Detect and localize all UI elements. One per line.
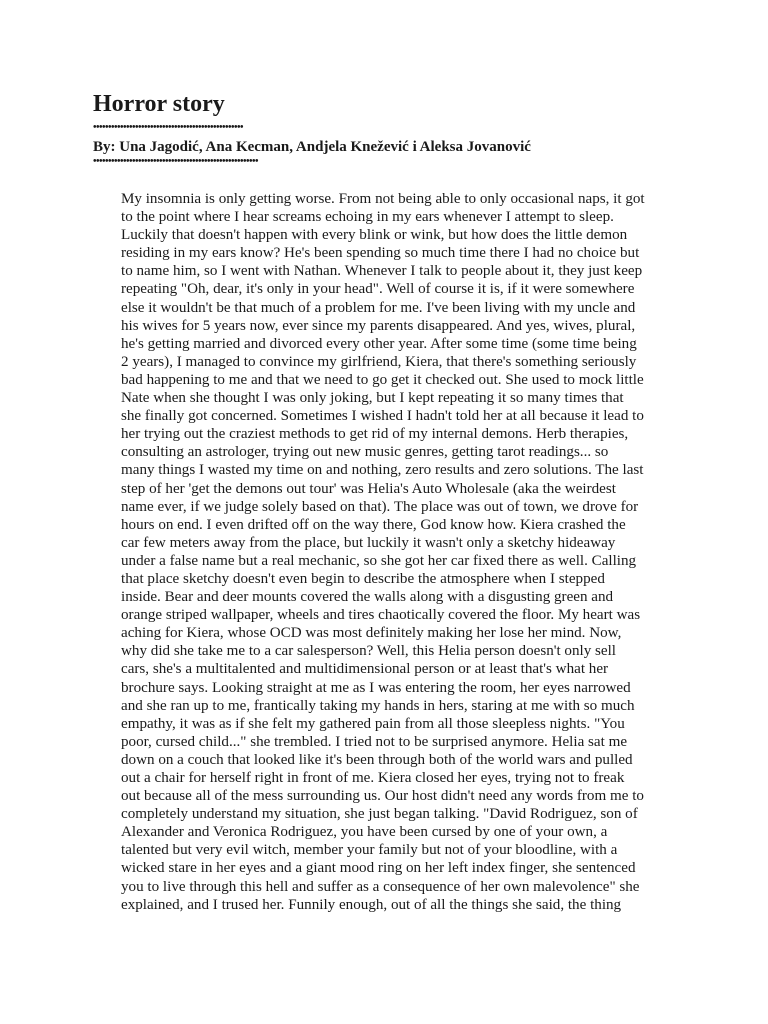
story-line: orange striped wallpaper, wheels and tires chaotically covered the floor. My heart was xyxy=(121,607,641,624)
story-line: that place sketchy doesn't even begin to describe the atmosphere when I stepped xyxy=(121,570,605,587)
story-line: empathy, it was as if she felt my gathered pain from all those sleepless nights. "You xyxy=(121,715,625,732)
story-line: why did she take me to a car salesperson? Well, this Helia person doesn't only sell xyxy=(121,643,617,660)
story-line: she finally got concerned. Sometimes I wished I hadn't told her at all because it lead to xyxy=(121,408,644,425)
story-line: consulting an astrologer, trying out new music genres, getting tarot readings... so xyxy=(121,444,609,461)
story-line: his wives for 5 years now, ever since my parents disappeared. And yes, wives, plural, xyxy=(121,317,636,334)
story-line: explained, and I trused her. Funnily enough, out of all the things she said, the thing xyxy=(121,896,622,913)
story-line: you to live through this hell and suffer as a consequence of her own malevolence" she xyxy=(121,878,640,895)
story-line: out because all of the mess surrounding us. Our host didn't need any words from me to xyxy=(121,788,644,805)
story-line: he's getting married and divorced every other year. After some time (some time being xyxy=(121,335,637,352)
story-line: poor, cursed child..." she trembled. I tried not to be surprised anymore. Helia sat me xyxy=(121,733,628,750)
story-line: Luckily that doesn't happen with every blink or wink, but how does the little demon xyxy=(121,227,628,244)
story-line: down on a couch that looked like it's been through both of the world wars and pulled xyxy=(121,751,633,768)
story-line: step of her 'get the demons out tour' was Helia's Auto Wholesale (aka the weirdest xyxy=(121,480,616,497)
story-line: My insomnia is only getting worse. From not being able to only occasional naps, it got xyxy=(121,191,645,207)
story-line: repeating "Oh, dear, it's only in your head". Well of course it is, if it were somewhere xyxy=(121,281,635,298)
story-line: else it wouldn't be that much of a problem for me. I've been living with my uncle and xyxy=(121,299,636,316)
story-line: her trying out the craziest methods to get rid of my internal demons. Herb therapies, xyxy=(121,426,629,443)
story-line: to the point where I hear screams echoing in my ears whenever I attempt to sleep. xyxy=(121,209,614,226)
story-line: talented but very evil witch, member your family but not of your bloodline, with a xyxy=(121,842,618,859)
story-line: out a chair for herself right in front of me. Kiera closed her eyes, trying not to freak xyxy=(121,770,625,786)
byline-dotted-rule: ••••••••••••••••••••••••••••••••••••••••••••••••••••••• xyxy=(93,156,259,167)
story-line: many things I wasted my time on and nothing, zero results and zero solutions. The last xyxy=(121,462,644,479)
story-line: Nate when she thought I was only joking, but I kept repeating it so many times that xyxy=(121,390,624,407)
story-line: brochure says. Looking straight at me as I was entering the room, her eyes narrowed xyxy=(121,679,631,696)
story-line: and she ran up to me, frantically taking my hands in hers, staring at me with so much xyxy=(121,697,635,714)
story-line: name ever, if we judge solely based on that). The place was out of town, we drove for xyxy=(121,498,639,515)
author-byline: By: Una Jagodić, Ana Kecman, Andjela Knežević i Aleksa Jovanović xyxy=(93,139,531,155)
story-line: under a false name but a real mechanic, so she got her car fixed there as well. Calling xyxy=(121,552,637,569)
story-line: completely understand my situation, she just began talking. "David Rodriguez, son of xyxy=(121,806,638,823)
story-line: inside. Bear and deer mounts covered the walls along with a disgusting green and xyxy=(121,589,614,606)
document-title: Horror story xyxy=(93,91,225,117)
story-line: bad happening to me and that we need to go get it checked out. She used to mock little xyxy=(121,371,644,388)
story-line: wicked stare in her eyes and a giant mood ring on her left index finger, she sentenced xyxy=(121,860,636,877)
story-line: car few meters away from the place, but luckily it wasn't only a sketchy hideaway xyxy=(121,534,616,551)
story-line: hours on end. I even drifted off on the way there, God know how. Kiera crashed the xyxy=(121,516,626,533)
story-line: to name him, so I went with Nathan. Whenever I talk to people about it, they just keep xyxy=(121,263,643,280)
story-line: aching for Kiera, whose OCD was most definitely making her lose her mind. Now, xyxy=(121,625,622,642)
story-line: residing in my ears know? He's been spending so much time there I had no choice but xyxy=(121,245,640,262)
story-body xyxy=(121,190,645,914)
story-line: 2 years), I managed to convince my girlfriend, Kiera, that there's something seriously xyxy=(121,353,637,370)
story-line: cars, she's a multitalented and multidimensional person or at least that's what her xyxy=(121,661,609,678)
story-line: Alexander and Veronica Rodriguez, you have been cursed by one of your own, a xyxy=(121,824,608,841)
title-dotted-rule: •••••••••••••••••••••••••••••••••••••••••••••••••• xyxy=(93,122,244,133)
